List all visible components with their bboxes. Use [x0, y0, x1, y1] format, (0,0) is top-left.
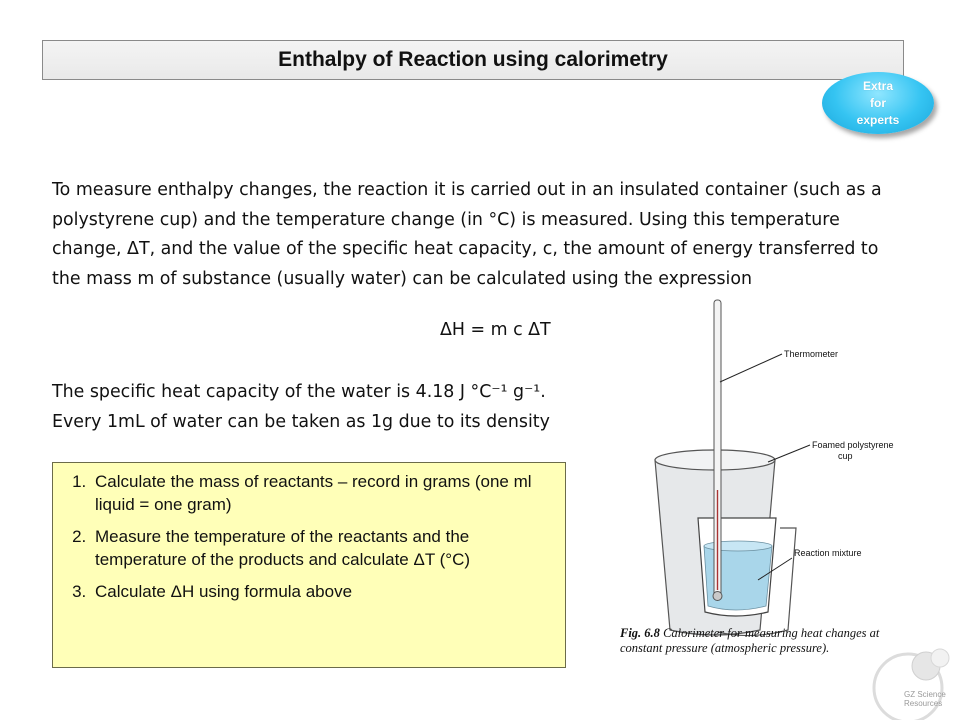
badge-line-2: for	[870, 95, 886, 110]
extra-for-experts-badge	[822, 72, 934, 134]
steps-box	[52, 462, 566, 668]
mixture-label: Reaction mixture	[794, 548, 862, 558]
cup-label-line-1: Foamed polystyrene	[812, 440, 894, 450]
figure-number: Fig. 6.8	[620, 626, 660, 640]
page-title: Enthalpy of Reaction using calorimetry	[278, 48, 668, 71]
thermometer-label: Thermometer	[784, 349, 839, 359]
figure-caption-text: Calorimeter for measuring heat changes at constant pressure (atmospheric pressure).	[620, 626, 880, 655]
cup-label-line-2: cup	[838, 451, 853, 461]
title-box	[42, 40, 904, 80]
step-item: 3. Calculate ΔH using formula above	[91, 581, 555, 604]
logo-line-2: Resources	[904, 699, 943, 708]
gz-science-logo-icon	[868, 644, 956, 720]
formula: ΔH = m c ΔT	[440, 320, 551, 340]
specific-heat-text	[52, 378, 652, 437]
logo-text	[904, 690, 954, 708]
steps-list	[53, 463, 565, 604]
badge-line-3: experts	[856, 112, 900, 127]
badge-line-1: Extra	[862, 78, 894, 93]
specific-heat-line: The specific heat capacity of the water is 4.18 J °C⁻¹ g⁻¹.	[52, 382, 546, 402]
density-line: Every 1mL of water can be taken as 1g due to its density	[52, 411, 550, 432]
figure-caption	[620, 626, 900, 656]
step-item: 1. Calculate the mass of reactants – record in grams (one ml liquid = one gram)	[91, 471, 555, 516]
intro-paragraph: To measure enthalpy changes, the reaction it is carried out in an insulated container (such as a polystyrene cup) and the temperature change (in °C) is measured. Using this temperature change, ΔT, and the value of the specific heat capacity, c, the amount of energy transferred to the mass m of substance (usually water) can be calculated using the expression	[52, 180, 882, 289]
step-item: 2. Measure the temperature of the reactants and the temperature of the products and calculate ΔT (°C)	[91, 526, 555, 571]
logo-line-1: GZ Science	[904, 690, 946, 699]
